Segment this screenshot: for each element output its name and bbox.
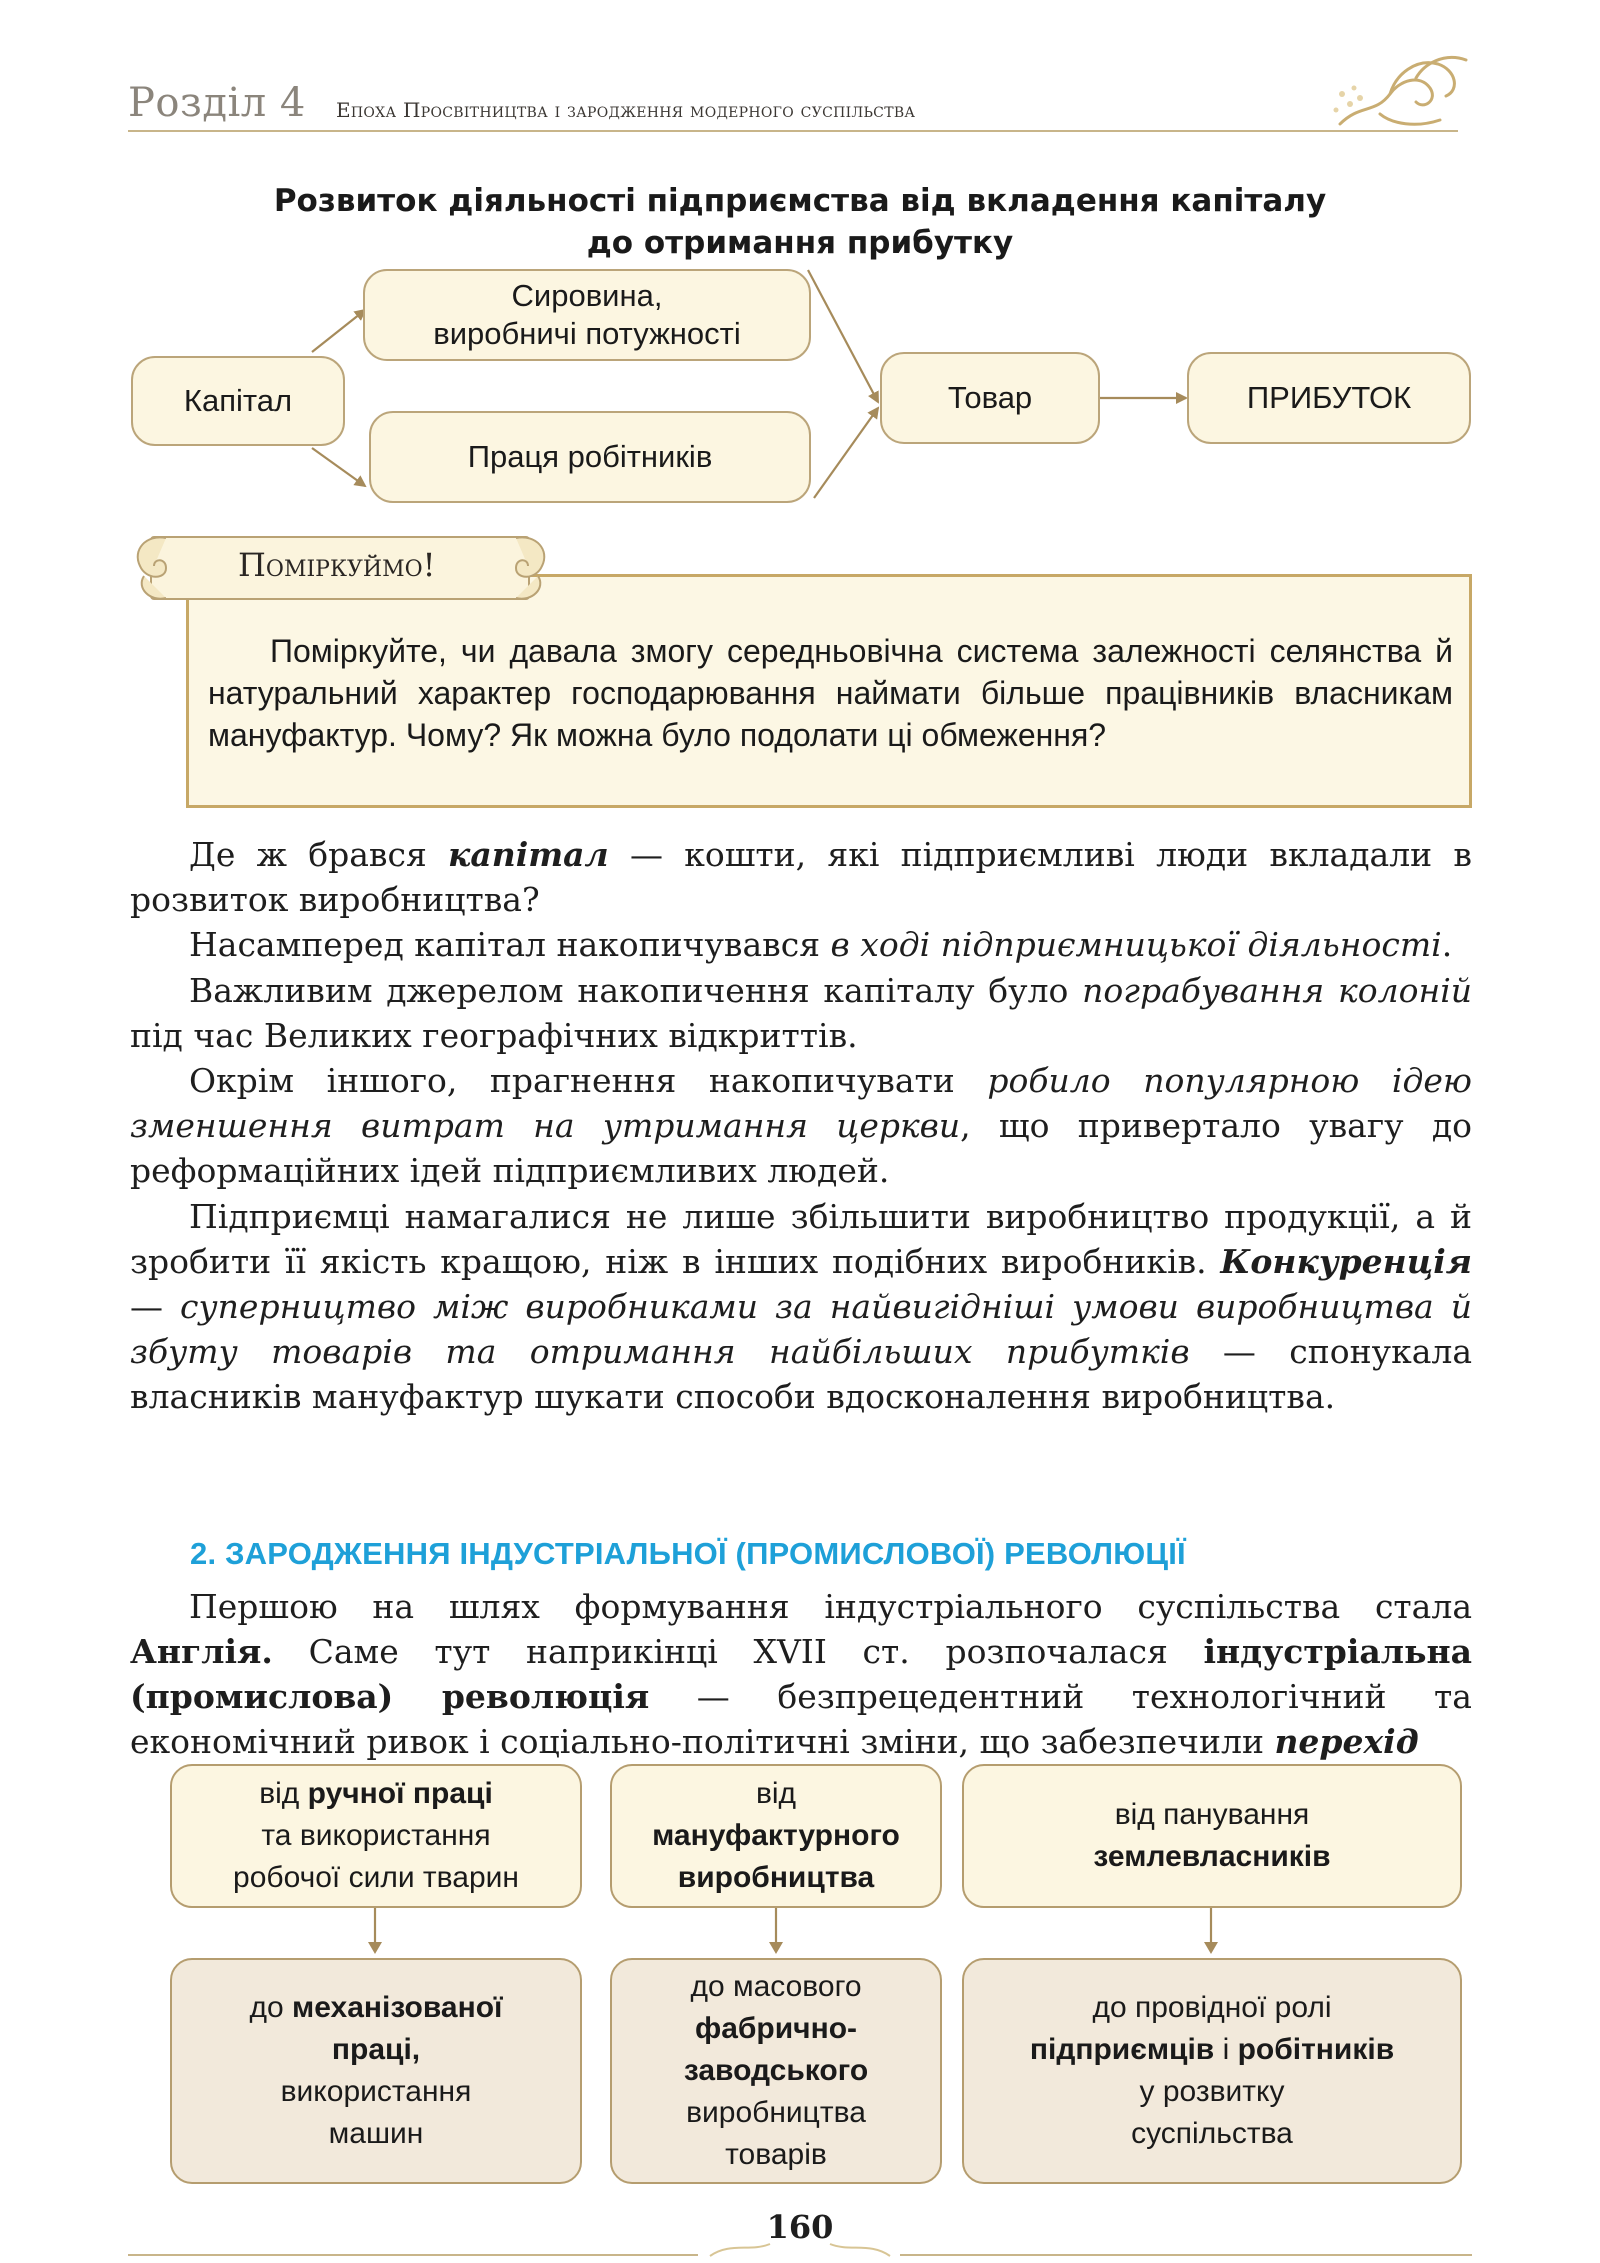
to-entrepreneurs-box [962,1958,1462,2184]
p2-text-c: . [1441,925,1453,965]
to-mechanized-prefix: до [249,1991,293,2024]
arrowhead-col1 [368,1942,382,1954]
section-label: Розділ 4 [128,80,306,126]
chapter-title: Епоха Просвітництва і зародження модерного суспільства [336,98,916,122]
capital-box [131,356,345,446]
term-industrial-revolution: індустріальна (промислова) революція [130,1632,1472,1716]
from-manual-labor-box [170,1764,582,1908]
s2-text-c: Саме тут наприкінці XVII ст. розпочалася [272,1632,1204,1671]
body-text [130,832,1472,1420]
to-entrepreneurs-line3: у розвитку [1139,2075,1285,2108]
from-manufactory-line1: від [755,1777,797,1810]
paragraph-church [130,1058,1472,1194]
from-manual-term: ручної праці [307,1777,493,1810]
goods-label: Товар [947,380,1033,415]
raw-materials-box [363,269,811,361]
from-manufactory-line3: виробництва [677,1861,875,1894]
to-entrepreneurs-line1: до провідної ролі [1092,1991,1332,2024]
paragraph-accumulation [130,922,1472,967]
term-capital: капітал [448,835,609,874]
footer-rule-right [900,2254,1472,2256]
section2-text [130,1584,1472,1764]
arrow-capital-to-labor [312,448,365,486]
think-label: Поміркуймо! [238,546,436,584]
s2-text-e: — безпрецедентний технологічний та економічний ривок і соціально-політичні зміни, що забезпечили [130,1677,1472,1761]
to-mass-line3: заводського [683,2054,869,2087]
term-transition: перехід [1274,1722,1419,1761]
arrow-labor-to-goods [814,408,878,498]
conjunction-and: і [1214,2033,1238,2066]
to-entrepreneurs-line4: суспільства [1131,2117,1293,2150]
profit-box [1187,352,1471,444]
to-mechanized-line1 [250,1987,503,2029]
section-heading: 2. ЗАРОДЖЕННЯ ІНДУСТРІАЛЬНОЇ (ПРОМИСЛОВОЇ) РЕВОЛЮЦІЇ [190,1536,1186,1571]
p4-text-c: , що привертало увагу до реформаційних ідей підприємливих людей. [130,1106,1473,1191]
diagram-title-line2: до отримання прибутку [586,225,1014,261]
p3-text-a: Важливим джерелом накопичення капіталу було [189,970,1083,1010]
from-manual-line2: та використання [261,1819,491,1852]
s2-text-a: Першою на шлях формування індустріального суспільства стала [189,1587,1472,1626]
arrow-raw-to-goods [808,270,878,402]
to-mechanized-line2: праці, [331,2033,421,2066]
arrowhead-col2 [769,1942,783,1954]
to-mass-line1: до масового [690,1970,862,2003]
raw-materials-line1: Сировина, [511,278,663,313]
to-mechanized-term: механізованої [292,1991,503,2024]
from-manufactory-box [610,1764,942,1908]
p5-text-e: — спонукала власників мануфактур шукати способи вдосконалення виробництва. [130,1332,1472,1417]
p5-text-a: Підприємці намагалися не лише збільшити виробництво продукції, а й зробити її якість кращою, ніж в інших подібних виробників. [130,1196,1472,1281]
term-competition: Конкуренція [1220,1241,1472,1281]
capital-label: Капітал [183,383,293,418]
scroll-ornament-left-icon [126,528,206,608]
to-mass-line4: виробництва [686,2096,866,2129]
p4-text-a: Окрім іншого, прагнення накопичувати [189,1061,988,1101]
profit-label: ПРИБУТОК [1246,380,1412,415]
from-landowners-box [962,1764,1462,1908]
diagram-title-line1: Розвиток діяльності підприємства від вкладення капіталу [273,183,1327,219]
arrowhead-col3 [1204,1942,1218,1954]
to-mechanized-box [170,1958,582,2184]
to-entrepreneurs-line2 [1030,2029,1394,2071]
p5-dash: — [130,1287,181,1327]
page-number: 160 [766,2208,834,2246]
p2-text-a: Насамперед капітал накопичувався [189,925,831,965]
scroll-ornament-right-icon [476,528,556,608]
term-entrepreneurs: підприємців [1029,2033,1215,2066]
from-landowners-line1: від панування [1114,1798,1310,1831]
p2-emphasis: в ході підприємницької діяльності [830,925,1442,965]
to-mass-line5: товарів [725,2138,827,2171]
to-mass-line2: фабрично- [694,2012,858,2045]
p4-emphasis: робило популярною ідею зменшення витрат на утримання церкви [130,1061,1472,1146]
footer-rule-left [128,2254,698,2256]
to-mechanized-line4: машин [328,2117,424,2150]
from-manual-line3: робочої сили тварин [233,1861,519,1894]
from-landowners-line2: землевласників [1093,1840,1331,1873]
think-text [208,630,1453,756]
p3-emphasis: пограбування колоній [1082,970,1473,1010]
paragraph-capital [130,832,1472,922]
goods-box [880,352,1100,444]
to-mass-production-box [610,1958,942,2184]
term-workers: робітників [1237,2033,1395,2066]
arrow-capital-to-raw [312,310,365,352]
raw-materials-line2: виробничі потужності [433,316,741,351]
paragraph-england [130,1584,1472,1764]
p3-text-c: під час Великих географічних відкриттів. [130,1015,858,1055]
labor-box [369,411,811,503]
labor-label: Праця робітників [467,439,713,474]
term-england: Англія. [130,1632,273,1671]
think-question: Поміркуйте, чи давала змогу середньовічна система залежності селянства й натуральний характер господарювання наймати більше працівників власникам мануфактур. Чому? Як можна було подолати ці обмеження? [208,633,1453,753]
p1-text-a: Де ж брався [189,835,449,874]
paragraph-colonies [130,968,1472,1058]
paragraph-competition [130,1194,1472,1420]
from-manual-line1 [259,1773,493,1815]
from-manual-prefix: від [259,1777,308,1810]
competition-definition: суперництво між виробниками за найвигідніші умови виробництва й збуту товарів та отримання найбільших прибутків [130,1287,1473,1372]
to-mechanized-line3: використання [280,2075,472,2108]
from-manufactory-line2: мануфактурного [652,1819,900,1852]
p1-text-c: — кошти, які підприємливі люди вкладали в розвиток виробництва? [130,835,1472,920]
